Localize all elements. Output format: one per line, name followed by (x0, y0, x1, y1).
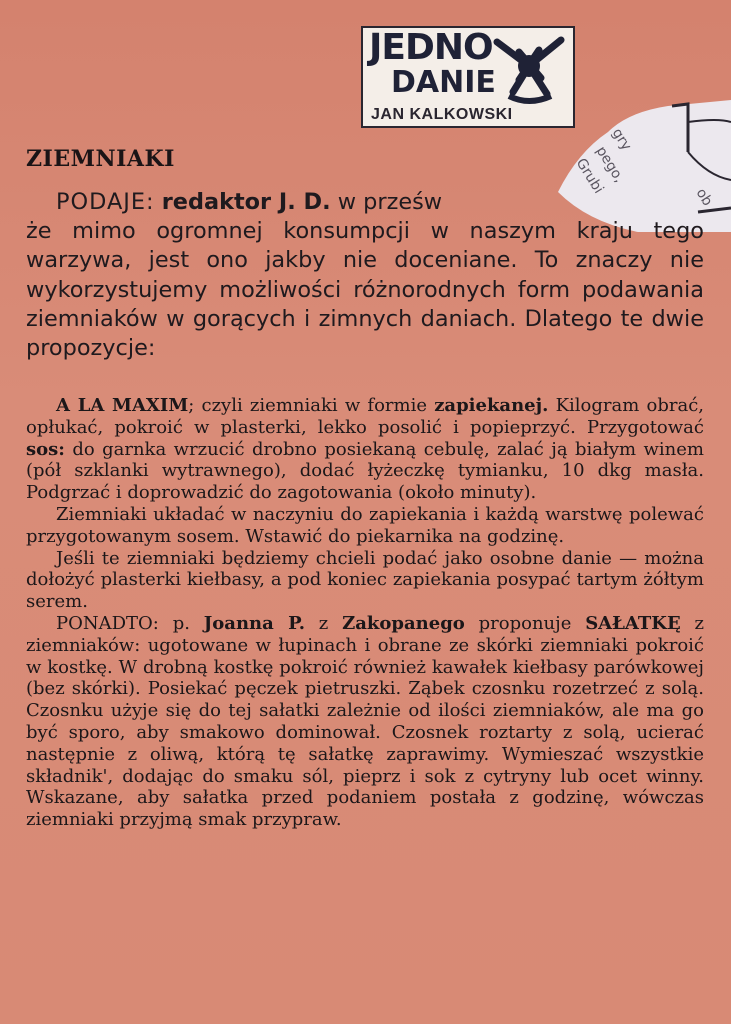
article-title: ZIEMNIAKI (26, 146, 175, 172)
p1-text-c: Kilogram obrać, opłukać, pokroić w plasterki, lekko posolić i popieprzyć. Przygotować (26, 395, 704, 438)
paragraph-a-la-maxim (26, 395, 704, 504)
p1-bold-d: sos: (26, 438, 65, 460)
p4-bold-place: Zakopanego (342, 612, 465, 634)
p1-bold-b: zapiekanej. (434, 395, 549, 416)
recipe-1-title: A LA MAXIM (56, 395, 189, 416)
torn-text-2: ob (692, 185, 716, 209)
intro-lead: PODAJE: (56, 189, 155, 215)
p1-text-e: do garnka wrzucić drobno posiekaną cebulę, zalać ją białym winem (pół szklanki wytrawnego), dodać łyżeczkę tymianku, 10 dkg masła. Podgrzać i doprowadzić do zagotowania (około minuty). (26, 438, 704, 504)
intro-text-1: w prześw (330, 189, 443, 215)
logo-title: JEDNO (369, 27, 493, 68)
logo-subtitle: DANIE (391, 65, 496, 100)
article-intro (26, 188, 704, 363)
article-body (26, 395, 704, 831)
p4-bold-name: Joanna P. (203, 612, 305, 634)
paragraph-3: Jeśli te ziemniaki będziemy chcieli podać jako osobne danie — można dołożyć plasterki kiełbasy, a pod koniec zapiekania posypać tartym żółtym serem. (26, 547, 704, 613)
torn-text-4: Grubi (572, 155, 607, 197)
paragraph-2: Ziemniaki układać w naczyniu do zapiekania i każdą warstwę polewać przygotowanym sosem. Wstawić do piekarnika na godzinę. (26, 503, 704, 547)
intro-text-2: że mimo ogromnej konsumpcji w naszym kraju tego warzywa, jest ono jakby nie doceniane. To znaczy nie wykorzystujemy możliwości różnorodnych form podawania ziemniaków w gorących i zimnych daniach. Dlatego te dwie propozycje: (26, 218, 704, 362)
torn-text-3: pego, (592, 143, 628, 186)
p4-text-c: z (304, 612, 343, 634)
p4-text-a: PONADTO: p. (56, 612, 204, 634)
torn-text-1: gry (608, 125, 635, 154)
logo-author: JAN KALKOWSKI (371, 106, 513, 123)
p4-text-e: proponuje (464, 612, 586, 634)
paragraph-salatka (26, 613, 704, 831)
recipe-2-title: SAŁATKĘ (585, 612, 681, 634)
column-logo (361, 26, 575, 128)
p1-text-a: ; czyli ziemniaki w formie (188, 395, 435, 416)
p4-text-g: z ziemniaków: ugotowane w łupinach i obrane ze skórki ziemniaki pokroić w kostkę. W drobną kostkę pokroić również kawałek kiełbasy parówkowej (bez skórki). Posiekać pęczek pietruszki. Ząbek czosnku rozetrzeć z solą. Czosnku użyje się do tej sałatki zależnie od ilości ziemniaków, ale ma go być sporo, aby smakowo dominował. Czosnek roztarty z solą, ucierać następnie z oliwą, którą tę sałatkę zaprawimy. Wymieszać wszystkie składnik', dodając do smaku sól, pieprz i sok z cytryny lub ocet winny. Wskazane, aby sałatka przed podaniem postała z godzinę, wówczas ziemniaki przyjmą smak przypraw. (26, 612, 704, 831)
intro-editor: redaktor J. D. (161, 189, 331, 215)
